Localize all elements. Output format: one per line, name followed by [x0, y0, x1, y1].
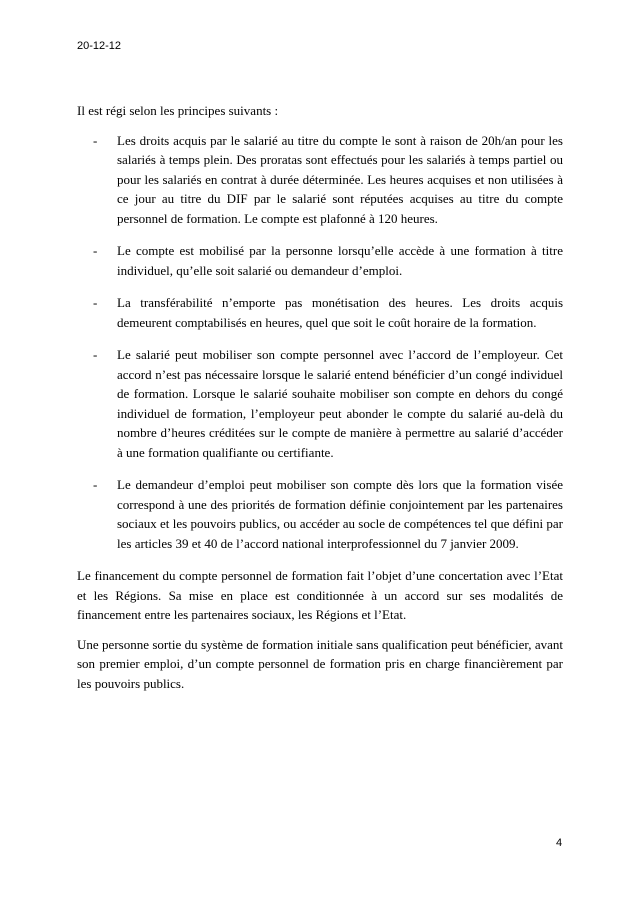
bullet-dash: - — [93, 477, 98, 492]
list-item-text: Les droits acquis par le salarié au titre du compte le sont à raison de 20h/an pour les salariés à temps plein. Des proratas sont effectués pour les salariés à temps partiel ou pour les salariés en contrat à durée déterminée. Les heures acquises et non utilisées à ce jour au titre du DIF par le salarié sont réputées acquises au titre du compte personnel de formation. Le compte est plafonné à 120 heures. — [117, 132, 563, 226]
financing-paragraph: Le financement du compte personnel de formation fait l’objet d’une concertation avec l’Etat et les Régions. Sa mise en place est conditionnée à un accord sur ses modalités de financement entre les partenaires sociaux, les Régions et l’Etat. — [77, 568, 563, 622]
initial-training-paragraph: Une personne sortie du système de formation initiale sans qualification peut bénéficier, avant son premier emploi, d’un compte personnel de formation pris en charge financièrement par les pouvoirs publics. — [77, 636, 563, 691]
bullet-dash: - — [93, 243, 98, 258]
bullet-dash: - — [93, 347, 98, 362]
list-item — [77, 241, 563, 280]
list-item-text: Le demandeur d’emploi peut mobiliser son compte dès lors que la formation visée correspond à une des priorités de formation définie conjointement par les partenaires sociaux et les pouvoirs publics, ou accéder au socle de compétences tel que défini par les articles 39 et 40 de l’accord national interprofessionnel du 7 janvier 2009. — [117, 477, 563, 551]
header-date: 20-12-12 — [77, 40, 122, 52]
list-item-text: Le salarié peut mobiliser son compte personnel avec l’accord de l’employeur. Cet accord n’est pas nécessaire lorsque le salarié entend bénéficier d’un congé individuel de formation. Lorsque le salarié souhaite mobiliser son compte en dehors du congé individuel de formation, l’employeur peut abonder le compte du salarié au-delà du nombre d’heures créditées sur le compte de manière à permettre au salarié d’accéder à une formation qualifiante ou certifiante. — [117, 347, 563, 460]
list-item — [77, 475, 563, 553]
intro-text: Il est régi selon les principes suivants : — [77, 103, 279, 118]
list-item-text: Le compte est mobilisé par la personne lorsqu’elle accède à une formation à titre individuel, qu’elle soit salarié ou demandeur d’emploi. — [117, 243, 563, 278]
list-item-text: La transférabilité n’emporte pas monétisation des heures. Les droits acquis demeurent comptabilisés en heures, quel que soit le coût horaire de la formation. — [117, 295, 563, 330]
bullet-dash: - — [93, 295, 98, 310]
list-item — [77, 345, 563, 462]
principles-list — [77, 131, 563, 554]
list-item — [77, 293, 563, 332]
page-content — [77, 101, 563, 703]
bullet-dash: - — [93, 132, 98, 148]
list-item — [77, 131, 563, 229]
page-number: 4 — [556, 837, 563, 849]
